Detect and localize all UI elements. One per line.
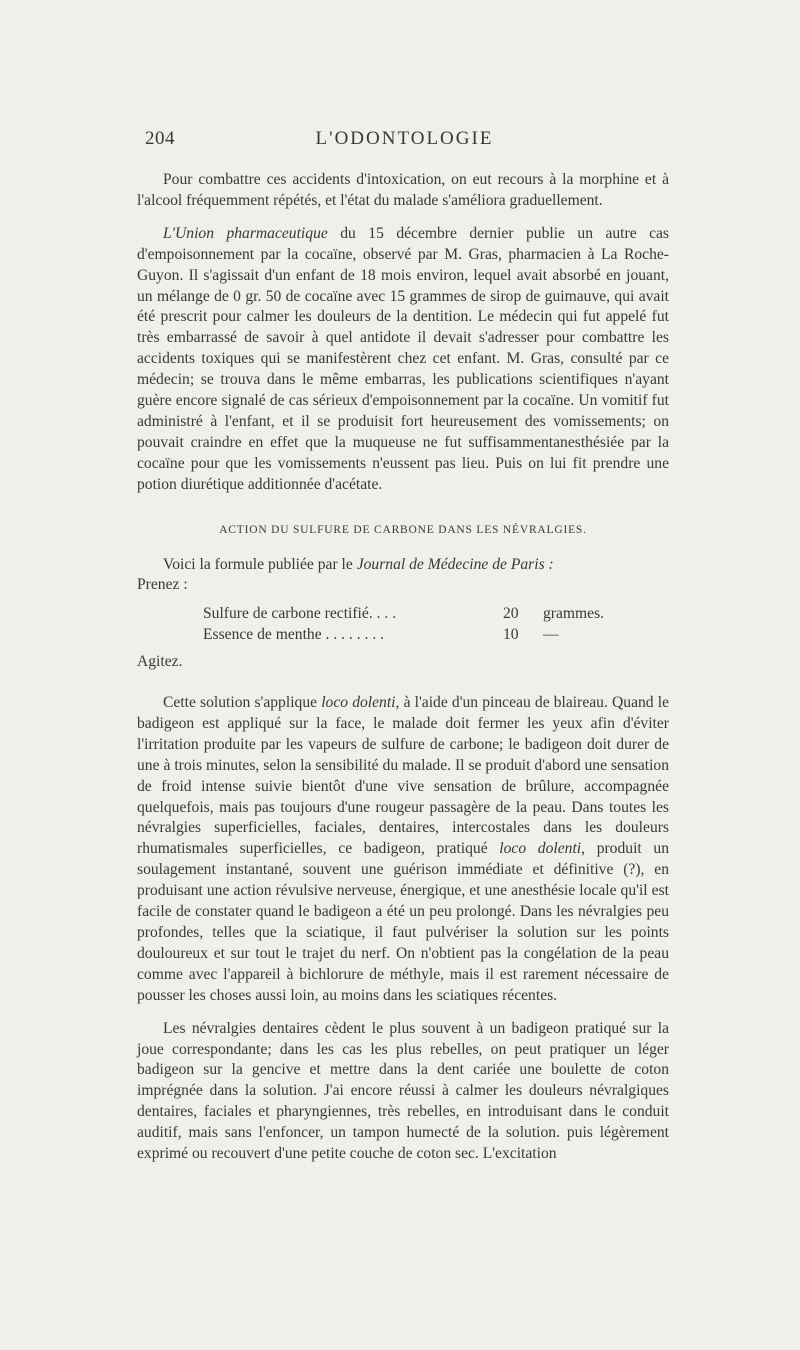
paragraph-4-text-a: Cette solution s'applique [163, 694, 322, 712]
paragraph-5 [137, 1019, 669, 1165]
page-number: 204 [145, 128, 175, 149]
loco-dolenti-2: loco dolenti [499, 840, 582, 858]
ingredient-unit: grammes. [543, 605, 605, 623]
paragraph-1 [137, 170, 669, 212]
journal-title-medecine: Journal de Médecine de Paris : [356, 555, 554, 573]
ingredient-name: Sulfure de carbone rectifié. . . . [203, 605, 397, 623]
paragraph-3 [137, 555, 669, 597]
paragraph-5-text: Les névralgies dentaires cèdent le plus souvent à un badigeon pratiqué sur la joue correspondante; dans les cas les plus rebelles, on peut pratiquer un léger badigeon sur la gencive et mettre dans la dent cariée une boulette de coton imprégnée dans la solution. J'ai encore réussi à calmer les douleurs névralgiques dentaires, faciales et pharyngiennes, très rebelles, en introduisant dans le conduit auditif, mais sans l'enfoncer, un tampon humecté de la solution. puis légèrement exprimé ou recouvert d'une petite couche de coton sec. L'excitation [137, 1019, 669, 1163]
loco-dolenti-1: loco dolenti [321, 694, 396, 712]
paragraph-4-text-b: , à l'aide d'un pinceau de blaireau. Quand le badigeon est appliqué sur la face, le malade doit fermer les yeux afin d'éviter l'irritation produite par les vapeurs de sulfure de carbone; le badigeon doit durer de une à trois minutes, selon la sensibilité du malade. Il se produit d'abord une sensation de froid intense suivie bientôt d'une vive sensation de brûlure, accompagnée quelquefois, mais pas toujours d'une rougeur passagère de la peau. Dans toutes les névralgies superficielles, faciales, dentaires, intercostales dans les douleurs rhumatismales superficielles, ce badigeon, pratiqué [137, 694, 670, 858]
ingredient-name: Essence de menthe . . . . . . . . [203, 626, 385, 644]
page-body [137, 170, 669, 1177]
recipe-list [203, 604, 669, 646]
paragraph-3-text: Voici la formule publiée par le [163, 555, 357, 573]
ingredient-unit: — [543, 626, 559, 644]
ingredient-quantity: 20 [503, 605, 519, 623]
paragraph-2-text: du 15 décembre dernier publie un autre cas d'empoisonnement par la cocaïne, observé par M. Gras, pharmacien à La Roche-Guyon. Il s'agissait d'un enfant de 18 mois environ, lequel avait absorbé en jouant, un mélange de 0 gr. 50 de cocaïne avec 15 grammes de sirop de guimauve, qui avait été prescrit pour calmer les douleurs de la dentition. Le médecin qui fut appelé fut très embarrassé de savoir à quel antidote il devait s'adresser pour combattre les accidents toxiques qui se manifestèrent chez cet enfant. M. Gras, consulté par ce médecin; se trouva dans le même embarras, les publications scientifiques n'ayant guère encore signalé de cas sérieux d'empoisonnement par la cocaïne. Un vomitif fut administré à l'enfant, et il se produisit fort heureusement des vomissements; on pouvait craindre en effet que la muqueuse ne fut suffisammentanesthésiée par la cocaïne pour que les vomissements n'eussent pas lieu. Puis on lui fit prendre une potion diurétique additionnée d'acétate. [137, 224, 669, 493]
ingredient-quantity: 10 [503, 626, 519, 644]
section-heading: ACTION DU SULFURE DE CARBONE DANS LES NÉVRALGIES. [219, 523, 587, 536]
recipe-row [203, 604, 669, 625]
recipe-row [203, 625, 669, 646]
paragraph-4 [137, 693, 669, 1007]
running-title: L'ODONTOLOGIE [315, 128, 494, 149]
agitez-instruction: Agitez. [137, 653, 183, 671]
paragraph-1-text: Pour combattre ces accidents d'intoxication, on eut recours à la morphine et à l'alcool fréquemment répétés, et l'état du malade s'améliora graduellement. [137, 171, 669, 209]
journal-title-union: L'Union pharmaceutique [163, 224, 328, 242]
paragraph-4-text-c: , produit un soulagement instantané, souvent une guérison immédiate et définitive (?), en produisant une action révulsive nerveuse, énergique, et une anesthésie locale qu'il est facile de constater quand le badigeon a été un peu prolongé. Dans les névralgies peu profondes, telles que la sciatique, il faut pulvériser la solution sur les points douloureux et sur tout le trajet du nerf. On n'obtient pas la congélation de la peau comme avec l'appareil à bichlorure de méthyle, mais il est rarement nécessaire de pousser les choses aussi loin, au moins dans les sciatiques récentes. [137, 840, 669, 1004]
paragraph-2 [137, 224, 669, 496]
prenez-label: Prenez : [137, 576, 188, 594]
page-header [137, 128, 672, 154]
